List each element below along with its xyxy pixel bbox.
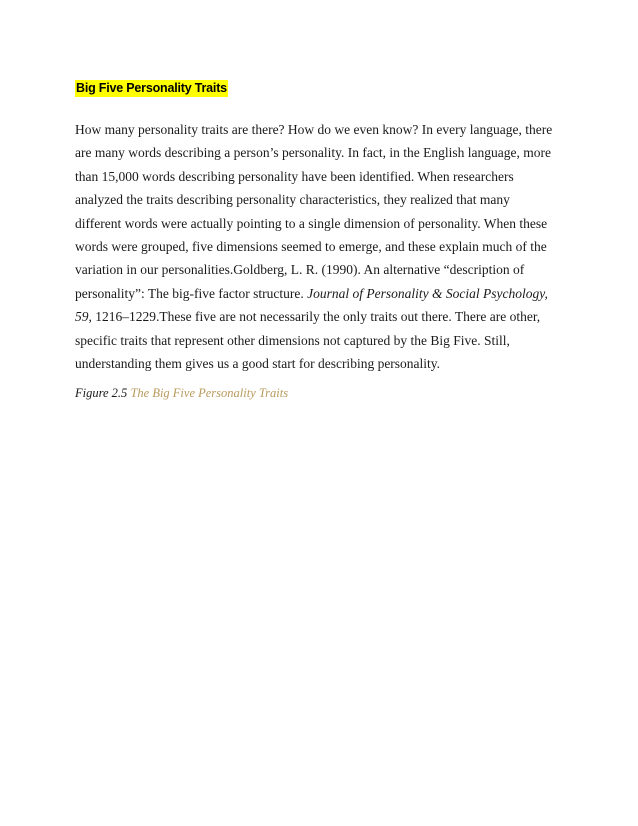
figure-caption-label: Figure 2.5 xyxy=(75,386,128,400)
text-run: are many words describing a person’s personality. In fact, in the English language, more xyxy=(75,145,551,161)
text-line xyxy=(75,141,575,164)
text-line xyxy=(75,352,575,375)
text-line xyxy=(75,305,575,328)
text-run: How many personality traits are there? How do we even know? In every language, there xyxy=(75,122,553,137)
body-paragraph xyxy=(75,118,575,375)
italic-text-run: 59, xyxy=(75,309,92,325)
figure-caption xyxy=(75,386,288,401)
text-run: different words were actually pointing to a single dimension of personality. When these xyxy=(75,215,548,231)
text-line xyxy=(75,118,575,141)
text-line xyxy=(75,258,575,281)
text-run: personality”: The big-five factor structure. xyxy=(75,285,308,301)
text-line xyxy=(75,235,575,258)
text-line xyxy=(75,212,575,235)
text-run: understanding them gives us a good start for describing personality. xyxy=(75,355,441,371)
text-run: than 15,000 words describing personality have been identified. When researchers xyxy=(75,168,514,184)
text-run: analyzed the traits describing personality characteristics, they realized that many xyxy=(75,192,510,208)
text-run: 1216–1229.These five are not necessarily the only traits out there. There are other, xyxy=(91,309,541,325)
text-line xyxy=(75,282,575,305)
figure-caption-title: The Big Five Personality Traits xyxy=(130,386,289,400)
text-run: variation in our personalities.Goldberg, L. R. (1990). An alternative “description of xyxy=(75,262,525,278)
text-line xyxy=(75,329,575,352)
text-run: specific traits that represent other dimensions not captured by the Big Five. Still, xyxy=(75,332,510,348)
text-line xyxy=(75,188,575,211)
section-heading: Big Five Personality Traits xyxy=(76,81,227,95)
text-line xyxy=(75,165,575,188)
text-run: words were grouped, five dimensions seemed to emerge, and these explain much of the xyxy=(75,238,547,254)
italic-text-run: Journal of Personality & Social Psychology, xyxy=(307,285,548,301)
